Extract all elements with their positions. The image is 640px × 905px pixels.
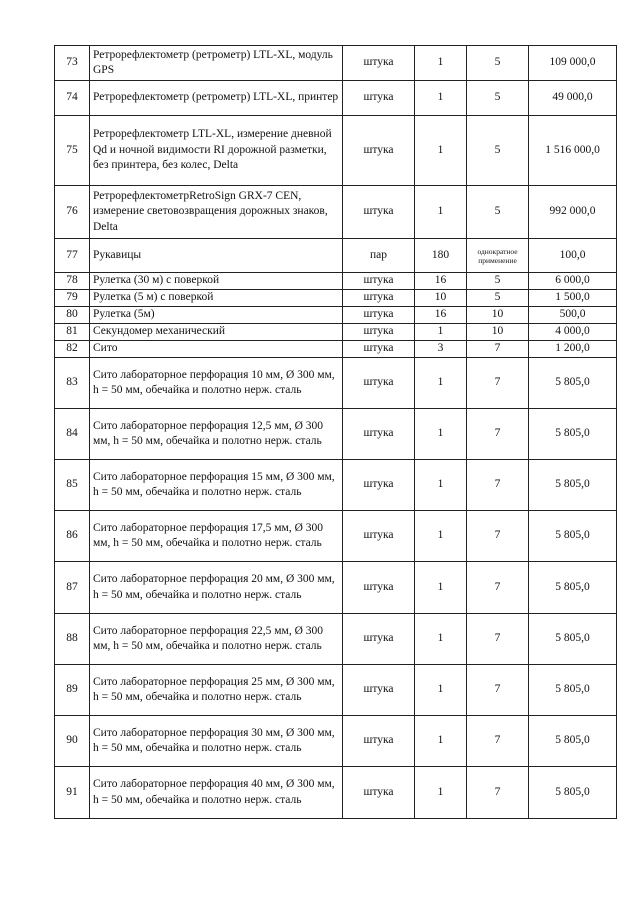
row-number-cell: 91 bbox=[55, 767, 90, 819]
quantity-cell: 1 bbox=[415, 767, 467, 819]
row-number-cell: 84 bbox=[55, 409, 90, 460]
table-row bbox=[55, 562, 617, 614]
table-row bbox=[55, 511, 617, 562]
unit-of-measure-cell: штука bbox=[343, 460, 415, 511]
item-name-cell: Сито лабораторное перфорация 17,5 мм, Ø 300 мм, h = 50 мм, обечайка и полотно нерж. сталь bbox=[90, 511, 343, 562]
quantity-cell: 1 bbox=[415, 562, 467, 614]
price-cell: 4 000,0 bbox=[529, 324, 617, 341]
service-life-cell: 7 bbox=[467, 767, 529, 819]
item-name-cell: Сито bbox=[90, 341, 343, 358]
table-row bbox=[55, 767, 617, 819]
price-cell: 1 516 000,0 bbox=[529, 116, 617, 186]
price-cell: 1 500,0 bbox=[529, 290, 617, 307]
item-name-cell: Сито лабораторное перфорация 20 мм, Ø 300 мм, h = 50 мм, обечайка и полотно нерж. сталь bbox=[90, 562, 343, 614]
unit-of-measure-cell: штука bbox=[343, 341, 415, 358]
price-cell: 5 805,0 bbox=[529, 409, 617, 460]
price-cell: 5 805,0 bbox=[529, 460, 617, 511]
table-row bbox=[55, 273, 617, 290]
table-row bbox=[55, 460, 617, 511]
row-number-cell: 78 bbox=[55, 273, 90, 290]
item-name-cell: Сито лабораторное перфорация 25 мм, Ø 300 мм, h = 50 мм, обечайка и полотно нерж. сталь bbox=[90, 665, 343, 716]
quantity-cell: 1 bbox=[415, 358, 467, 409]
item-name-cell: Рукавицы bbox=[90, 239, 343, 273]
row-number-cell: 76 bbox=[55, 186, 90, 239]
unit-of-measure-cell: штука bbox=[343, 307, 415, 324]
service-life-cell: 7 bbox=[467, 409, 529, 460]
row-number-cell: 88 bbox=[55, 614, 90, 665]
quantity-cell: 1 bbox=[415, 324, 467, 341]
unit-of-measure-cell: штука bbox=[343, 324, 415, 341]
unit-of-measure-cell: штука bbox=[343, 665, 415, 716]
unit-of-measure-cell: штука bbox=[343, 186, 415, 239]
item-name-cell: РетрорефлектометрRetroSign GRX-7 CEN, измерение световозвращения дорожных знаков, Delta bbox=[90, 186, 343, 239]
price-cell: 109 000,0 bbox=[529, 46, 617, 81]
service-life-cell: 7 bbox=[467, 716, 529, 767]
unit-of-measure-cell: штука bbox=[343, 716, 415, 767]
unit-of-measure-cell: штука bbox=[343, 46, 415, 81]
quantity-cell: 1 bbox=[415, 409, 467, 460]
unit-of-measure-cell: штука bbox=[343, 116, 415, 186]
table-row bbox=[55, 358, 617, 409]
table-row bbox=[55, 46, 617, 81]
price-cell: 5 805,0 bbox=[529, 716, 617, 767]
price-cell: 49 000,0 bbox=[529, 81, 617, 116]
table-row bbox=[55, 186, 617, 239]
service-life-cell: 7 bbox=[467, 460, 529, 511]
table-row bbox=[55, 665, 617, 716]
service-life-cell: 5 bbox=[467, 46, 529, 81]
row-number-cell: 87 bbox=[55, 562, 90, 614]
service-life-cell: 10 bbox=[467, 307, 529, 324]
service-life-cell: 5 bbox=[467, 81, 529, 116]
table-row bbox=[55, 116, 617, 186]
table-row bbox=[55, 324, 617, 341]
table-row bbox=[55, 409, 617, 460]
quantity-cell: 1 bbox=[415, 186, 467, 239]
unit-of-measure-cell: пар bbox=[343, 239, 415, 273]
item-name-cell: Сито лабораторное перфорация 15 мм, Ø 300 мм, h = 50 мм, обечайка и полотно нерж. сталь bbox=[90, 460, 343, 511]
item-name-cell: Секундомер механический bbox=[90, 324, 343, 341]
row-number-cell: 86 bbox=[55, 511, 90, 562]
item-name-cell: Рулетка (5м) bbox=[90, 307, 343, 324]
unit-of-measure-cell: штука bbox=[343, 767, 415, 819]
row-number-cell: 77 bbox=[55, 239, 90, 273]
quantity-cell: 1 bbox=[415, 460, 467, 511]
table-row bbox=[55, 341, 617, 358]
service-life-cell: 5 bbox=[467, 273, 529, 290]
item-name-cell: Сито лабораторное перфорация 10 мм, Ø 300 мм, h = 50 мм, обечайка и полотно нерж. сталь bbox=[90, 358, 343, 409]
unit-of-measure-cell: штука bbox=[343, 81, 415, 116]
quantity-cell: 16 bbox=[415, 273, 467, 290]
service-life-cell: 7 bbox=[467, 511, 529, 562]
price-cell: 6 000,0 bbox=[529, 273, 617, 290]
unit-of-measure-cell: штука bbox=[343, 614, 415, 665]
price-cell: 5 805,0 bbox=[529, 562, 617, 614]
service-life-cell: 7 bbox=[467, 614, 529, 665]
row-number-cell: 82 bbox=[55, 341, 90, 358]
item-name-cell: Сито лабораторное перфорация 30 мм, Ø 300 мм, h = 50 мм, обечайка и полотно нерж. сталь bbox=[90, 716, 343, 767]
price-cell: 5 805,0 bbox=[529, 614, 617, 665]
unit-of-measure-cell: штука bbox=[343, 562, 415, 614]
service-life-cell: 5 bbox=[467, 116, 529, 186]
unit-of-measure-cell: штука bbox=[343, 511, 415, 562]
unit-of-measure-cell: штука bbox=[343, 409, 415, 460]
item-name-cell: Ретрорефлектометр (ретрометр) LTL-XL, модуль GPS bbox=[90, 46, 343, 81]
item-name-cell: Сито лабораторное перфорация 40 мм, Ø 300 мм, h = 50 мм, обечайка и полотно нерж. сталь bbox=[90, 767, 343, 819]
item-name-cell: Ретрорефлектометр (ретрометр) LTL-XL, принтер bbox=[90, 81, 343, 116]
unit-of-measure-cell: штука bbox=[343, 273, 415, 290]
service-life-cell: однократное применение bbox=[467, 239, 529, 273]
quantity-cell: 16 bbox=[415, 307, 467, 324]
quantity-cell: 1 bbox=[415, 116, 467, 186]
table-row bbox=[55, 716, 617, 767]
item-name-cell: Рулетка (5 м) с поверкой bbox=[90, 290, 343, 307]
unit-of-measure-cell: штука bbox=[343, 358, 415, 409]
quantity-cell: 3 bbox=[415, 341, 467, 358]
service-life-cell: 7 bbox=[467, 665, 529, 716]
quantity-cell: 1 bbox=[415, 81, 467, 116]
price-cell: 992 000,0 bbox=[529, 186, 617, 239]
price-cell: 5 805,0 bbox=[529, 358, 617, 409]
quantity-cell: 10 bbox=[415, 290, 467, 307]
price-cell: 1 200,0 bbox=[529, 341, 617, 358]
quantity-cell: 1 bbox=[415, 511, 467, 562]
table-row bbox=[55, 307, 617, 324]
row-number-cell: 79 bbox=[55, 290, 90, 307]
equipment-table bbox=[54, 45, 617, 819]
table-row bbox=[55, 614, 617, 665]
item-name-cell: Сито лабораторное перфорация 22,5 мм, Ø 300 мм, h = 50 мм, обечайка и полотно нерж. сталь bbox=[90, 614, 343, 665]
service-life-cell: 5 bbox=[467, 186, 529, 239]
quantity-cell: 1 bbox=[415, 716, 467, 767]
price-cell: 5 805,0 bbox=[529, 767, 617, 819]
price-cell: 5 805,0 bbox=[529, 665, 617, 716]
row-number-cell: 75 bbox=[55, 116, 90, 186]
row-number-cell: 85 bbox=[55, 460, 90, 511]
item-name-cell: Сито лабораторное перфорация 12,5 мм, Ø 300 мм, h = 50 мм, обечайка и полотно нерж. сталь bbox=[90, 409, 343, 460]
row-number-cell: 83 bbox=[55, 358, 90, 409]
table-body bbox=[55, 46, 617, 819]
quantity-cell: 1 bbox=[415, 46, 467, 81]
service-life-cell: 7 bbox=[467, 341, 529, 358]
unit-of-measure-cell: штука bbox=[343, 290, 415, 307]
item-name-cell: Ретрорефлектометр LTL-XL, измерение дневной Qd и ночной видимости RI дорожной разметки, без принтера, без колес, Delta bbox=[90, 116, 343, 186]
service-life-cell: 5 bbox=[467, 290, 529, 307]
quantity-cell: 1 bbox=[415, 614, 467, 665]
row-number-cell: 81 bbox=[55, 324, 90, 341]
table-row bbox=[55, 81, 617, 116]
row-number-cell: 90 bbox=[55, 716, 90, 767]
row-number-cell: 73 bbox=[55, 46, 90, 81]
price-cell: 500,0 bbox=[529, 307, 617, 324]
row-number-cell: 89 bbox=[55, 665, 90, 716]
price-cell: 5 805,0 bbox=[529, 511, 617, 562]
row-number-cell: 74 bbox=[55, 81, 90, 116]
service-life-cell: 10 bbox=[467, 324, 529, 341]
price-cell: 100,0 bbox=[529, 239, 617, 273]
quantity-cell: 180 bbox=[415, 239, 467, 273]
item-name-cell: Рулетка (30 м) с поверкой bbox=[90, 273, 343, 290]
quantity-cell: 1 bbox=[415, 665, 467, 716]
service-life-cell: 7 bbox=[467, 562, 529, 614]
table-row bbox=[55, 239, 617, 273]
table-row bbox=[55, 290, 617, 307]
row-number-cell: 80 bbox=[55, 307, 90, 324]
service-life-cell: 7 bbox=[467, 358, 529, 409]
